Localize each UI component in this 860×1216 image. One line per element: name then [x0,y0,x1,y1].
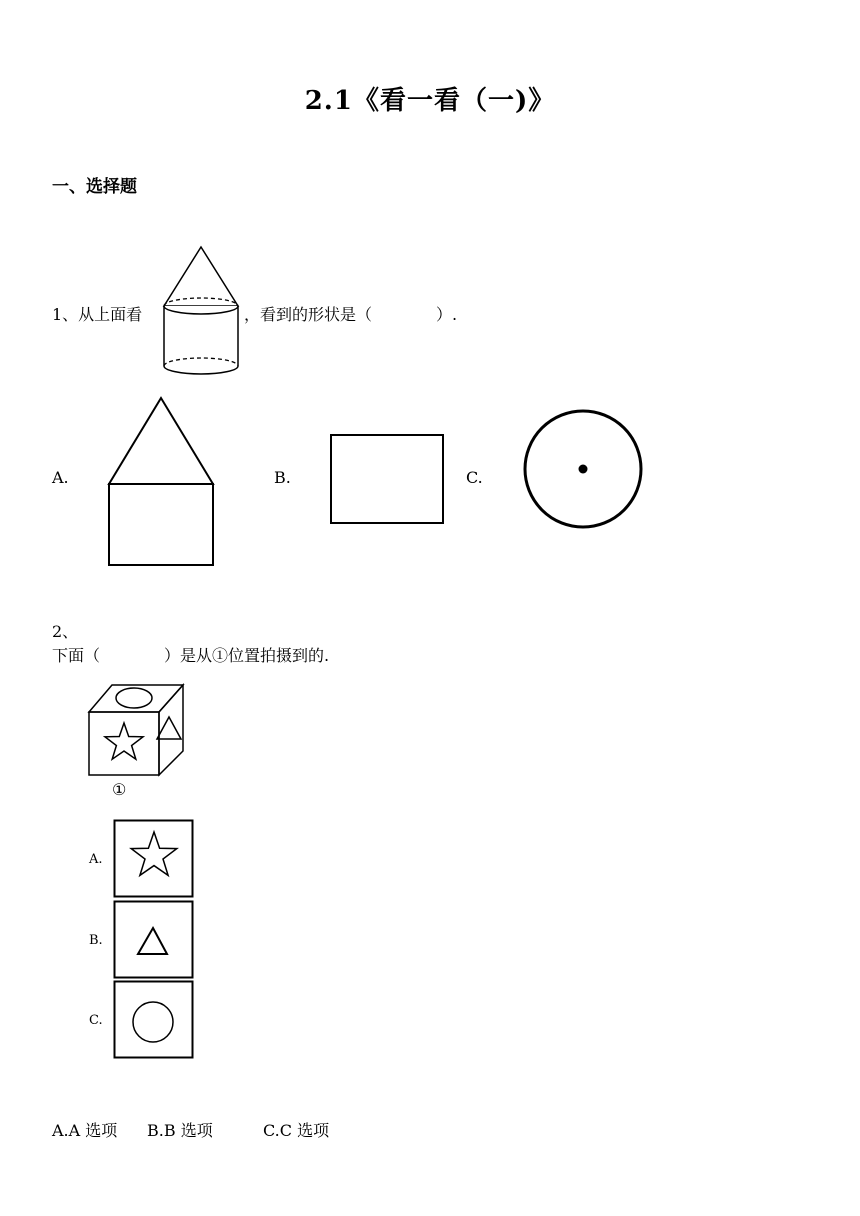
rectangle-option-b [329,433,445,525]
house-shape-option-a [106,396,216,568]
q2-text: 下面（ ）是从①位置拍摄到的. [52,646,330,665]
triangle-view-option-b [113,900,194,979]
q1-option-c-label[interactable]: C. [466,468,483,487]
q2-figure-b-label: B. [89,933,103,948]
star-view-option-a [113,819,194,898]
q1-prefix: 1、从上面看 [52,305,143,324]
q2-number: 2、 [52,622,79,641]
q2-answer-c[interactable]: C.C 选项 [263,1121,330,1140]
q2-answer-a[interactable]: A.A 选项 [52,1121,118,1140]
position-marker-label: ① [112,780,127,799]
page-title: 2.1《看一看（一)》 [304,86,556,116]
circle-view-option-c [113,980,194,1059]
q2-answer-b[interactable]: B.B 选项 [147,1121,213,1140]
cube-figure [87,683,187,779]
q1-option-a-label[interactable]: A. [52,468,69,487]
cone-cylinder-figure [160,244,242,384]
circle-with-dot-option-c [522,408,644,530]
q2-figure-a-label: A. [89,852,103,867]
q2-figure-c-label: C. [89,1013,103,1028]
section-heading: 一、选择题 [52,177,137,197]
q1-option-b-label[interactable]: B. [274,468,291,487]
q1-suffix: ，看到的形状是（ ）. [244,305,458,324]
